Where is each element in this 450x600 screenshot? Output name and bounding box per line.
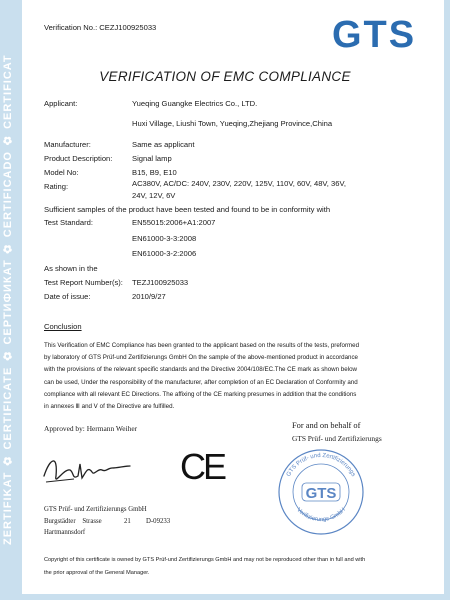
verification-number: Verification No.: CEZJ100925033 bbox=[44, 23, 157, 32]
address-street: Burgstädter Strasse bbox=[44, 518, 102, 525]
svg-text:Verifizierungs GmbH bbox=[295, 507, 347, 523]
ce-mark: CE bbox=[180, 446, 225, 487]
address-zip: D-09233 bbox=[146, 518, 171, 525]
product-label: Product Description: bbox=[44, 154, 113, 163]
conclusion-line: in annexes Ⅲ and Ⅴ of the Directive are fulfilled. bbox=[44, 403, 175, 411]
on-behalf-line-2: GTS Prüf- und Zertifizierungs bbox=[292, 434, 382, 443]
conclusion-heading: Conclusion bbox=[44, 322, 82, 331]
stamp-center-text: GTS bbox=[305, 485, 337, 502]
copyright-line-2: the prior approval of the General Manager. bbox=[44, 570, 150, 576]
applicant-label: Applicant: bbox=[44, 99, 78, 108]
product-value: Signal lamp bbox=[132, 154, 172, 163]
rating-label: Rating: bbox=[44, 182, 69, 191]
manufacturer-value: Same as applicant bbox=[132, 140, 195, 149]
address-city: Hartmannsdorf bbox=[44, 529, 86, 536]
gts-logo-text: GTS bbox=[331, 14, 417, 54]
copyright-line-1: Copyright of this certificate is owned by GTS Prüf-und Zertifizierungs GmbH and may not be reproduced other than in full and with bbox=[44, 557, 366, 563]
test-standard-3: EN61000-3-2:2006 bbox=[132, 249, 197, 258]
test-standard-1: EN55015:2006+A1:2007 bbox=[132, 218, 216, 227]
conclusion-body bbox=[44, 340, 424, 413]
gts-stamp bbox=[276, 447, 366, 537]
applicant-address: Huxi Village, Liushi Town, Yueqing,Zhejiang Province,China bbox=[132, 119, 333, 128]
conclusion-line: This Verification of EMC Compliance has been granted to the applicant based on the results of the tests, preformed bbox=[44, 342, 360, 349]
rating-line-1: AC380V, AC/DC: 240V, 230V, 220V, 125V, 110V, 60V, 48V, 36V, bbox=[132, 179, 346, 188]
page-title: VERIFICATION OF EMC COMPLIANCE bbox=[99, 69, 351, 84]
certificate-border-bottom bbox=[0, 594, 450, 600]
conclusion-line: can be used, Under the responsibility of the manufacturer, after completion of an EC Declaration of Conformity and bbox=[44, 378, 358, 386]
on-behalf-line-1: For and on behalf of bbox=[292, 421, 361, 430]
gts-logo bbox=[316, 14, 432, 54]
applicant-name: Yueqing Guangke Electrics Co., LTD. bbox=[132, 99, 258, 108]
signature bbox=[40, 446, 136, 492]
address-line-1: GTS Prüf- und Zertifizierungs GmbH bbox=[44, 506, 147, 513]
conclusion-line: compliance with all relevant EC Directions. The affixing of the CE marking presumes in addition that the conditions bbox=[44, 390, 357, 398]
svg-text:GTS Prüf- und Zertifizierungs bbox=[286, 453, 356, 478]
report-number-value: TEZJ100925033 bbox=[132, 278, 189, 287]
certificate-border-right bbox=[444, 0, 450, 600]
conclusion-line: with the provisions of the relevant specific standards and the Directive 2004/108/EC.The CE mark as shown below bbox=[44, 366, 357, 374]
stamp-ring-top: GTS Prüf- und Zertifizierungs bbox=[285, 452, 357, 478]
date-of-issue-value: 2010/9/27 bbox=[132, 292, 166, 301]
as-shown-label: As shown in the bbox=[44, 264, 98, 273]
manufacturer-label: Manufacturer: bbox=[44, 140, 91, 149]
test-standard-2: EN61000-3-3:2008 bbox=[132, 234, 197, 243]
test-standard-label: Test Standard: bbox=[44, 218, 93, 227]
conclusion-line: by laboratory of GTS Prüf-und Zertifizierungs GmbH On the sample of the above-mentioned product in accordance bbox=[44, 354, 359, 362]
address-number: 21 bbox=[124, 518, 131, 525]
approved-by: Approved by: Hermann Weiher bbox=[44, 424, 138, 433]
border-text: ZERTIFIKAT ✿ CERTIFICATE ✿ СЕРТИФИКАТ ✿ CERTIFICADO ✿ CERTIFICAT bbox=[2, 54, 14, 546]
sufficient-samples-text: Sufficient samples of the product have been tested and found to be in conformity with bbox=[44, 205, 331, 214]
certificate-border-left bbox=[0, 0, 22, 600]
date-of-issue-label: Date of issue: bbox=[44, 292, 91, 301]
stamp-ring-bottom: Verifizierungs GmbH bbox=[295, 507, 347, 524]
model-value: B15, B9, E10 bbox=[132, 168, 177, 177]
report-number-label: Test Report Number(s): bbox=[44, 278, 123, 287]
rating-line-2: 24V, 12V, 6V bbox=[132, 191, 176, 200]
model-label: Model No: bbox=[44, 168, 79, 177]
